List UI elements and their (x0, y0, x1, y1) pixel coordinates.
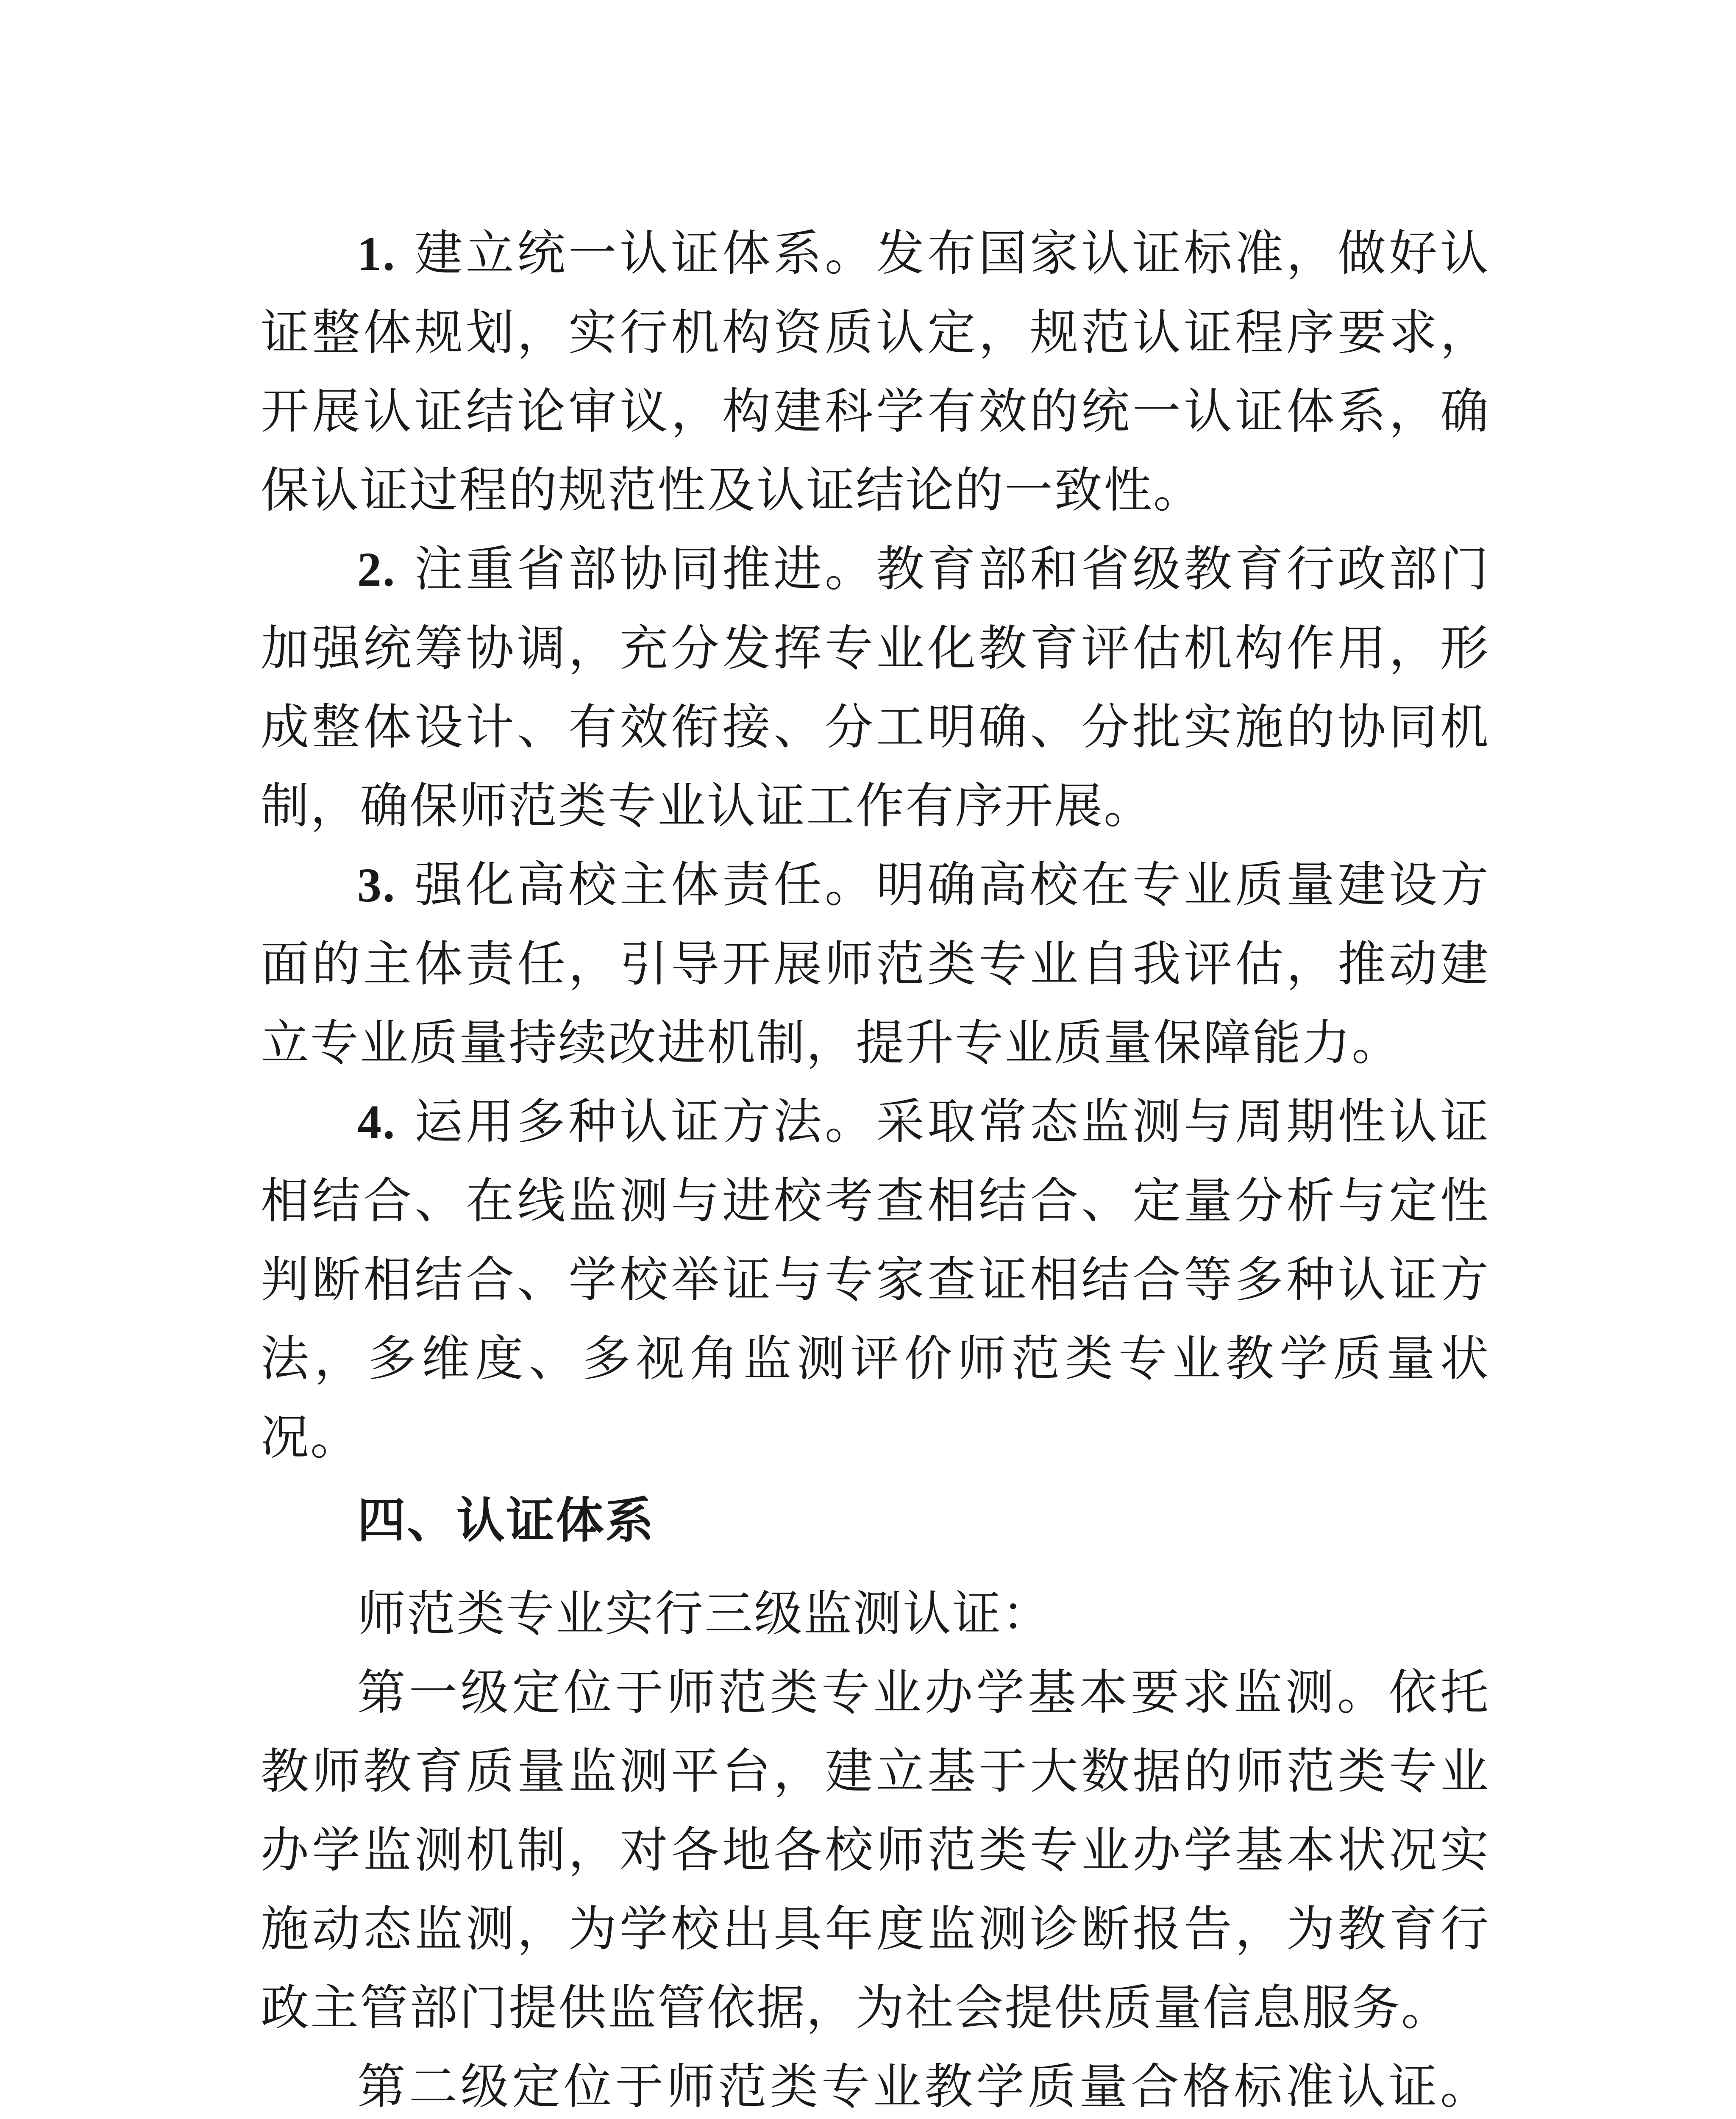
paragraph-text: 强化高校主体责任。明确高校在专业质量建设方面的主体责任，引导开展师范类专业自我评估，推动建立专业质量持续改进机制，提升专业质量保障能力。 (261, 856, 1490, 1071)
section-heading: 四、认证体系 (357, 1492, 655, 1549)
paragraph-number: 4. (357, 1095, 396, 1149)
paragraph-number: 2. (357, 542, 396, 596)
paragraph-text: 建立统一认证体系。发布国家认证标准，做好认证整体规划，实行机构资质认定，规范认证程序要求，开展认证结论审议，构建科学有效的统一认证体系，确保认证过程的规范性及认证结论的一致性。 (261, 225, 1490, 518)
section-paragraph-intro: 师范类专业实行三级监测认证： (357, 1585, 1052, 1642)
section-paragraph-level-1: 第一级定位于师范类专业办学基本要求监测。依托教师教育质量监测平台，建立基于大数据的师范类专业办学监测机制，对各地各校师范类专业办学基本状况实施动态监测，为学校出具年度监测诊断报告，为教育行政主管部门提供监管依据，为社会提供质量信息服务。 (261, 1664, 1490, 2036)
numbered-paragraph-3 (261, 845, 1490, 1082)
paragraph-text: 注重省部协同推进。教育部和省级教育行政部门加强统筹协调，充分发挥专业化教育评估机构作用，形成整体设计、有效衔接、分工明确、分批实施的协同机制，确保师范类专业认证工作有序开展。 (261, 541, 1490, 834)
page-content (261, 214, 1490, 2119)
paragraph-number: 3. (357, 858, 396, 912)
paragraph-text: 运用多种认证方法。采取常态监测与周期性认证相结合、在线监测与进校考查相结合、定量分析与定性判断相结合、学校举证与专家查证相结合等多种认证方法，多维度、多视角监测评价师范类专业教学质量状况。 (261, 1093, 1490, 1466)
numbered-paragraph-2 (261, 530, 1490, 845)
numbered-paragraph-1 (261, 214, 1490, 530)
numbered-paragraph-4 (261, 1082, 1490, 1477)
paragraph-number: 1. (357, 227, 396, 281)
section-paragraph-level-2: 第二级定位于师范类专业教学质量合格标准认证。 (357, 2058, 1490, 2115)
